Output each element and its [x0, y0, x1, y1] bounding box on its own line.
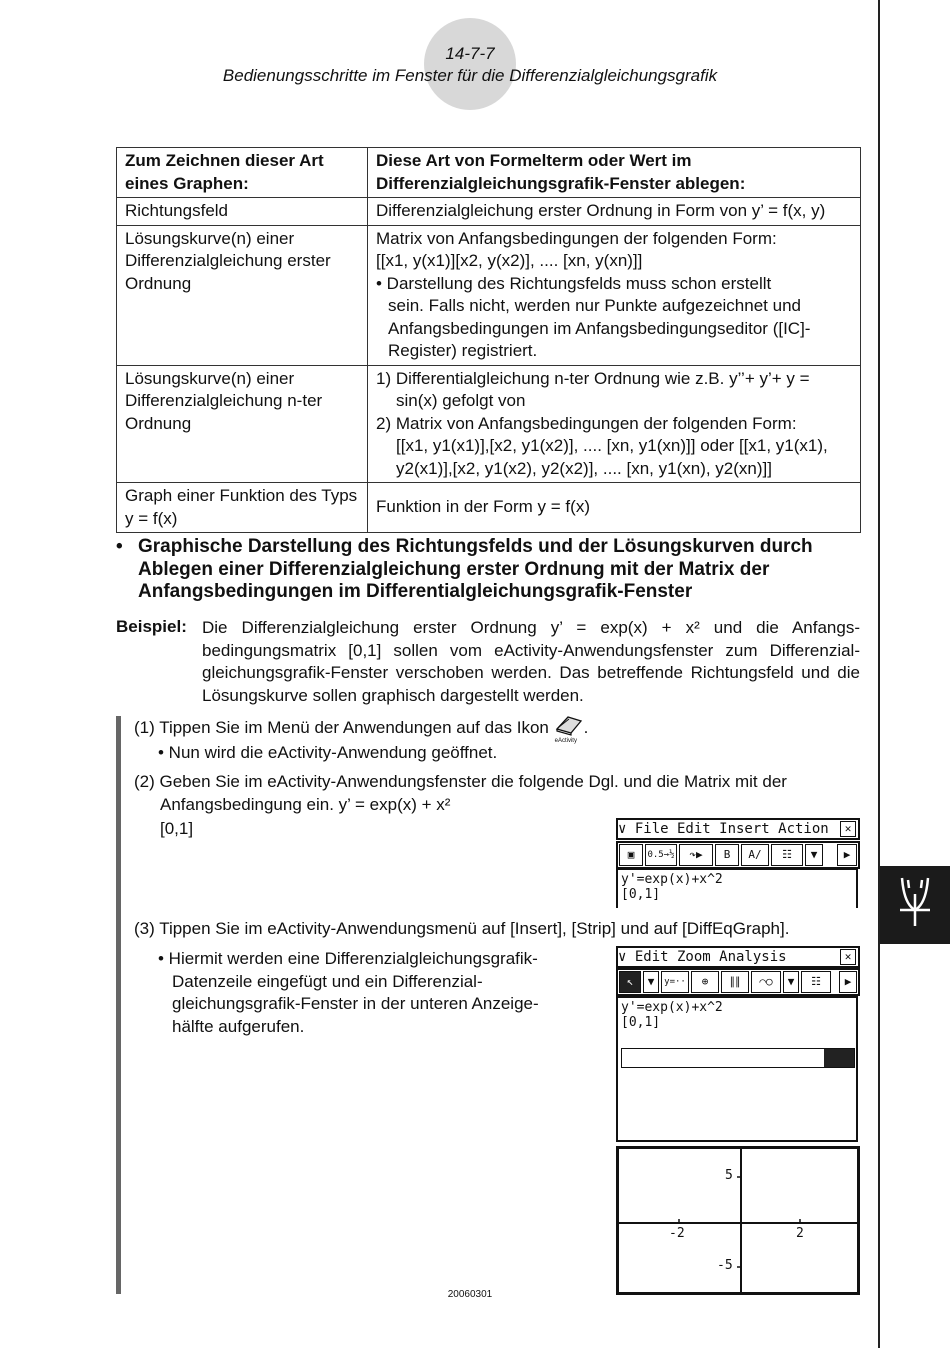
y-tick-label-bottom: -5 [717, 1258, 733, 1273]
screen2-line-1[interactable]: y'=exp(x)+x^2 [621, 1000, 723, 1015]
x-tick-label-left: -2 [669, 1226, 685, 1241]
screen1-menu-bar[interactable] [616, 818, 860, 840]
screen1-line-1[interactable]: y'=exp(x)+x^2 [621, 872, 723, 887]
close-icon[interactable]: ✕ [840, 949, 856, 965]
screen1-toolbar [616, 841, 860, 869]
table-cell: Funktion in der Form y = f(x) [368, 483, 861, 533]
steps-margin-bar [116, 716, 121, 1294]
step-1-label: (1) Tippen Sie im Menü der Anwendungen auf das Ikon [134, 718, 549, 737]
step-2-line-3: [0,1] [160, 819, 194, 838]
save-button[interactable]: ▣ [619, 844, 643, 866]
table-cell-line: Matrix von Anfangsbedingungen der folgenden Form: [376, 228, 777, 248]
table-row [117, 225, 861, 365]
eactivity-icon [554, 713, 584, 744]
table-cell-line: 1) Differentialgleichung n-ter Ordnung wie z.B. y’’+ y’+ y = [376, 368, 810, 388]
table-cell: Lösungskurve(n) einer Differenzialgleichung n-ter Ordnung [117, 365, 368, 483]
pointer-button[interactable]: ↖ [619, 971, 641, 993]
table-cell [368, 365, 861, 483]
screen2-line-2[interactable]: [0,1] [621, 1015, 661, 1030]
footer-code: 20060301 [447, 1289, 493, 1300]
view-window-button[interactable]: ∥∥ [721, 971, 749, 993]
graph-analysis-button[interactable]: ⌒○ [751, 971, 781, 993]
zoom-box-button[interactable]: ⊕ [691, 971, 719, 993]
execute-button[interactable]: ↷▶ [679, 844, 713, 866]
section-bullet: • [116, 536, 123, 557]
diffeq-graph-window[interactable] [616, 1146, 860, 1295]
table-cell: Graph einer Funktion des Typs y = f(x) [117, 483, 368, 533]
chapter-tab [880, 866, 950, 944]
table-row [117, 483, 861, 533]
table-cell [368, 225, 861, 365]
table-cell-line: sein. Falls nicht, werden nur Punkte aufgezeichnet und Anfangsbedingungen im Anfangsbedingungseditor ([IC]-Register) registriert. [388, 296, 811, 360]
graph-editor-button[interactable]: y=·· [661, 971, 689, 993]
step-1-end: . [583, 718, 589, 737]
step-1-text [134, 713, 589, 744]
example-label: Beispiel: [116, 617, 187, 636]
section-heading: Graphische Darstellung des Richtungsfelds und der Lösungskurven durch Ablegen einer Differenzialgleichung erster Ordnung mit der Matrix der Anfangsbedingungen im Differentialgleichungsgrafik-Fenster [138, 536, 813, 602]
step-2-line-2: Anfangsbedingung ein. y’ = exp(x) + x² [160, 795, 451, 814]
table-cell-line: [[x1, y(x1)][x2, y(x2)], .... [xn, y(xn)]] [376, 251, 643, 270]
page-title: Bedienungsschritte im Fenster für die Differenzialgleichungsgrafik [222, 66, 718, 85]
table-cell: Lösungskurve(n) einer Differenzialgleichung erster Ordnung [117, 225, 368, 365]
y-tick-label-top: 5 [725, 1168, 733, 1183]
table-header-left: Zum Zeichnen dieser Art eines Graphen: [117, 148, 368, 198]
screen1-work-area[interactable] [616, 868, 858, 908]
table-button[interactable]: ☷ [801, 971, 831, 993]
example-text: Die Differenzialgleichung erster Ordnung y’ = exp(x) + x² und die Anfangs-bedingungsmatrix [0,1] sollen vom eActivity-Anwendungsfenster zum Differenzial-gleichungsgrafik-Fenster verschoben werden. Das betreffende Richtungsfeld und die Lösungskurve sollen graphisch dargestellt werden. [202, 618, 860, 705]
table-cell-line: [[x1, y1(x1)],[x2, y1(x2)], .... [xn, y1(xn)]] oder [[x1, y1(x1), y2(x1)],[x2, y1(x2), y2(x2)], .... [xn, y1(xn), y2(xn)]] [396, 436, 828, 478]
graph-axes [619, 1149, 857, 1292]
table-row [117, 198, 861, 226]
screen2-menu-text[interactable]: ∨ Edit Zoom Analysis [618, 949, 787, 965]
step-2-line-1: (2) Geben Sie im eActivity-Anwendungsfenster die folgende Dgl. und die Matrix mit der [134, 772, 787, 791]
scroll-right-button[interactable]: ▶ [839, 971, 857, 993]
table-header-row [117, 148, 861, 198]
header-circle-decoration [424, 18, 516, 110]
dropdown-button[interactable]: ▼ [643, 971, 659, 993]
bold-button[interactable]: B [715, 844, 739, 866]
screen2-menu-bar[interactable] [616, 946, 860, 968]
diffeq-data-strip[interactable] [621, 1048, 855, 1068]
table-cell-line: 2) Matrix von Anfangsbedingungen der folgenden Form: [376, 413, 797, 433]
decimal-fraction-button[interactable]: 0.5→½ [645, 844, 677, 866]
table-row [117, 365, 861, 483]
table-button[interactable]: ☷ [771, 844, 803, 866]
step-3-text: (3) Tippen Sie im eActivity-Anwendungsmenü auf [Insert], [Strip] und auf [DiffEqGraph]. [134, 919, 790, 938]
step-1-note: • Nun wird die eActivity-Anwendung geöffnet. [158, 743, 498, 762]
close-icon[interactable]: ✕ [840, 821, 856, 837]
screen2-toolbar [616, 968, 860, 996]
screen2-work-area[interactable] [616, 996, 858, 1142]
text-style-button[interactable]: A∕ [741, 844, 769, 866]
table-cell: Richtungsfeld [117, 198, 368, 226]
eactivity-icon-label: eActivity [554, 738, 577, 744]
dropdown-button[interactable]: ▼ [805, 844, 823, 866]
screen1-menu-text[interactable]: ∨ File Edit Insert Action [618, 821, 829, 837]
table-cell-line: • Darstellung des Richtungsfelds muss schon erstellt [376, 273, 772, 293]
table-header-right: Diese Art von Formelterm oder Wert im Differenzialgleichungsgrafik-Fenster ablegen: [368, 148, 861, 198]
page-number: 14-7-7 [445, 44, 495, 63]
table-cell-line: sin(x) gefolgt von [396, 391, 526, 410]
screen1-line-2[interactable]: [0,1] [621, 887, 661, 902]
right-margin-rule [878, 0, 880, 1348]
diffeq-graph-icon [880, 866, 950, 944]
diffeq-strip-icon[interactable] [824, 1049, 854, 1067]
table-cell: Differenzialgleichung erster Ordnung in Form von y’ = f(x, y) [368, 198, 861, 226]
step-3-note [158, 948, 570, 1038]
graph-type-table [116, 147, 861, 533]
step-3-note-text: • Hiermit werden eine Differenzialgleichungsgrafik-Datenzeile eingefügt und ein Differenzial-gleichungsgrafik-Fenster in der unteren Anzeige-hälfte aufgerufen. [158, 949, 539, 1036]
scroll-right-button[interactable]: ▶ [837, 844, 857, 866]
x-tick-label-right: 2 [796, 1226, 804, 1241]
dropdown-button[interactable]: ▼ [783, 971, 799, 993]
